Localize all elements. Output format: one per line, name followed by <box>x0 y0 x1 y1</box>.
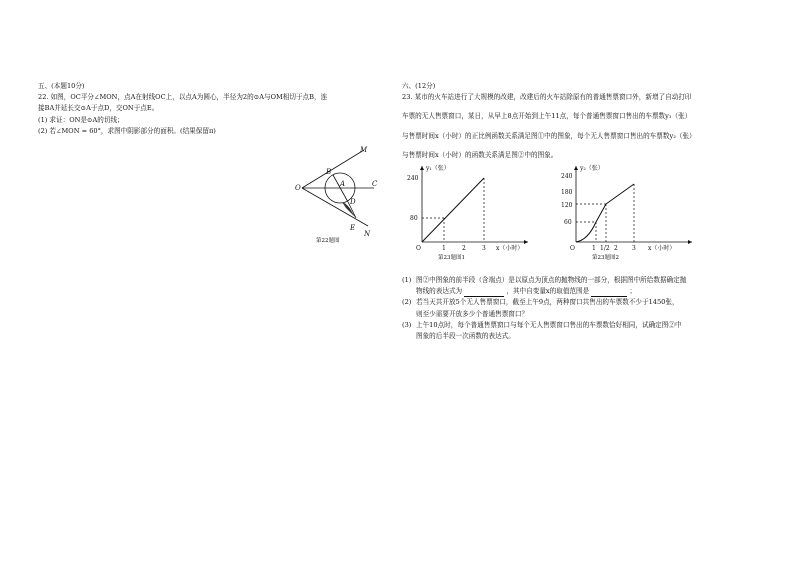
graph1-origin: O <box>416 245 421 252</box>
graph2-caption: 第23题图2 <box>592 255 619 260</box>
part-text-line: 则至少需要开放多少个普通售票窗口？ <box>416 309 529 318</box>
label-b: B <box>326 168 332 176</box>
label-a: A <box>340 180 346 188</box>
question-part: (1) 求证：ON是⊙A的切线； <box>38 115 124 124</box>
question-text-line: 接BA并延长交⊙A于点D，交ON于点E。 <box>38 104 159 113</box>
question-part <box>402 275 772 297</box>
part-text-line <box>416 286 772 297</box>
question-text-line: 与售票时间x（小时）的函数关系满足图②中的图象。 <box>402 150 558 159</box>
graph2-x-tick: 2 <box>614 245 618 252</box>
graph2-x-tick: 1/2 <box>600 245 610 252</box>
part-text-line: 若当天共开放5个无人售票窗口，截至上午9点，两种窗口共售出的车票数不少于1450张， <box>416 298 679 307</box>
section-heading: 五、(本题10分) <box>38 82 85 90</box>
answer-blank[interactable] <box>464 288 504 297</box>
part-text-line: 图②中图象的前半段（含端点）是以原点为顶点的抛物线的一部分，根据图中所给数据确定抛 <box>416 276 687 284</box>
part-text: 物线的表达式为 <box>416 287 463 296</box>
label-c: C <box>372 180 378 188</box>
answer-blank[interactable] <box>591 288 627 297</box>
label-e: E <box>350 224 356 232</box>
part-number: (2) <box>402 298 412 307</box>
graph2-x-tick: 1 <box>592 245 596 252</box>
geometry-drawing <box>302 150 374 226</box>
graph2-y-tick: 120 <box>561 202 573 209</box>
graph1-caption: 第23题图1 <box>438 255 465 260</box>
graph2-y-label: y₂（张） <box>580 165 604 172</box>
section-heading: 六、(12分) <box>402 82 436 90</box>
question-text-line: 与售票时间x（小时）的正比例函数关系满足图①中的图象，每个无人售票窗口售出的车票数y₂（张） <box>402 131 696 140</box>
part-text-line: 图象的后半段一次函数的表达式。 <box>416 332 515 341</box>
question-23-parts <box>402 275 772 342</box>
graph1-y-tick: 240 <box>407 175 419 182</box>
question-text-line: 车票的无人售票窗口，某日，从早上8点开始到上午11点，每个普通售票窗口售出的车票数y₁（张） <box>402 112 692 121</box>
graph1-y-label: y₁（张） <box>426 165 450 172</box>
question-part <box>402 297 772 319</box>
label-n: N <box>364 230 371 238</box>
part-number: (3) <box>402 320 412 329</box>
question-text-line: 23. 某市的火车站进行了大规模的改建，改建后的火车站除原有的普通售票窗口外，新增了自动打印 <box>402 93 692 102</box>
graph1-x-label: x（小时） <box>496 245 524 252</box>
graph2-origin: O <box>570 245 575 252</box>
part-text: ，其中自变量x的取值范围是 <box>506 287 590 296</box>
question-22-column <box>38 81 394 137</box>
graph1-x-tick: 2 <box>462 245 466 252</box>
part-text: ； <box>629 287 637 296</box>
question-part: (2) 若∠MON = 60°，求图中阴影部分的面积。(结果保留π) <box>38 126 216 135</box>
label-m: M <box>360 146 368 154</box>
graph2-y-tick: 240 <box>561 173 573 180</box>
graph2-y-tick: 60 <box>564 219 572 226</box>
graph2-x-label: x（小时） <box>648 245 676 252</box>
question-part <box>402 320 772 342</box>
graph2-y-tick: 180 <box>561 189 573 196</box>
label-o: O <box>295 184 301 192</box>
graph1-x-tick: 1 <box>442 245 446 252</box>
figure-caption: 第22题图 <box>316 238 340 244</box>
graph-1 <box>404 160 534 260</box>
label-d: D <box>350 198 356 206</box>
geometry-figure <box>290 142 400 244</box>
graph1-y-tick: 80 <box>410 215 418 222</box>
graph-2 <box>558 160 698 260</box>
part-text-line: 上午10点时，每个普通售票窗口与每个无人售票窗口售出的车票数恰好相同，试确定图②中 <box>416 320 682 329</box>
part-number: (1) <box>402 276 412 284</box>
question-text-line: 22. 如图，OC平分∠MON，点A在射线OC上，以点A为圆心，半径为2的⊙A与OM相切于点B，连 <box>38 93 328 102</box>
graph2-x-tick: 3 <box>632 245 636 252</box>
question-23-column <box>402 81 764 161</box>
graph1-x-tick: 3 <box>482 245 486 252</box>
